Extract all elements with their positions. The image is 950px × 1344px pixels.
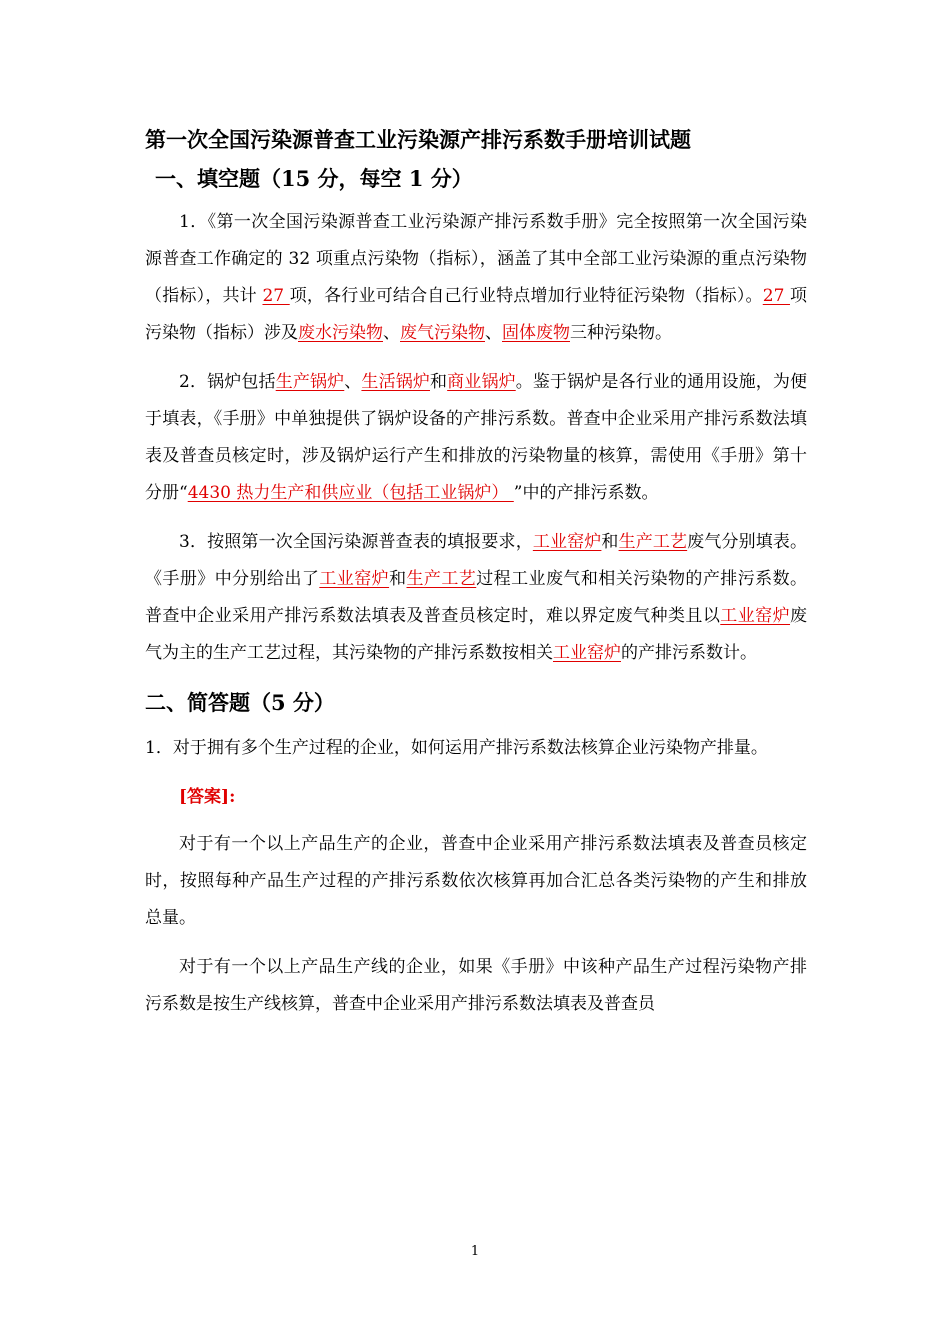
question-text: 的产排污系数计。	[621, 643, 757, 663]
question-text: 。鉴于锅炉是各行业的通用设施，为便于填表，《手册》中单独提供了锅炉设备的产排污系数。普查中企业采用产排污系数法填表及普查员核定时，涉及锅炉运行产生和排放的污染物量的核算，需使用《手册》第十分册“	[145, 372, 808, 503]
section-heading-short-answer: 二、简答题（5 分）	[145, 690, 335, 715]
answer-blank: 工业窑炉	[553, 643, 621, 663]
question-text: 、	[383, 323, 400, 343]
question-text: 和	[389, 569, 407, 589]
answer-paragraph-2: 对于有一个以上产品生产线的企业，如果《手册》中该种产品生产过程污染物产排污系数是按生产线核算，普查中企业采用产排污系数法填表及普查员	[145, 957, 807, 1014]
question-text: 项污染物（指标）涉及	[145, 286, 807, 343]
answer-paragraph-1: 对于有一个以上产品生产的企业，普查中企业采用产排污系数法填表及普查员核定时，按照每种产品生产过程的产排污系数依次核算再加合汇总各类污染物的产生和排放总量。	[145, 834, 807, 928]
document-body	[145, 120, 807, 1035]
question-text: 项，各行业可结合自己行业特点增加行业特征污染物（指标）。	[289, 286, 763, 306]
question-text: 三种污染物。	[570, 323, 672, 343]
question-text: 、	[485, 323, 502, 343]
answer-label: [答案]:	[179, 787, 236, 807]
question-text: 2．锅炉包括	[179, 372, 276, 392]
question-text: 1．《第一次全国污染源普查工业污染源产排污系数手册》完全按照第一次全国污染源普查工作确定的 32 项重点污染物（指标），涵盖了其中全部工业污染源的重点污染物（指标），共计	[145, 212, 807, 306]
question-2	[145, 364, 807, 512]
answer-blank: 工业窑炉	[532, 532, 602, 552]
answer-blank: 生活锅炉	[361, 372, 430, 392]
answer-blank: 商业锅炉	[447, 372, 516, 392]
answer-blank: 27	[762, 286, 790, 306]
answer-blank: 生产工艺	[618, 532, 688, 552]
answer-blank: 工业窑炉	[319, 569, 390, 589]
question-text: 过程工业废气和相关污染物的产排污系数。普查中企业采用产排污系数法填表及普查员核定时，难以界定废气种类且以	[145, 569, 808, 626]
section-heading-fill-in: 一、填空题（15 分，每空 1 分）	[155, 166, 473, 191]
question-3	[145, 524, 807, 672]
question-text: 和	[430, 372, 448, 392]
question-text: 3．按照第一次全国污染源普查表的填报要求，	[179, 532, 533, 552]
short-answer-question-1: 1．对于拥有多个生产过程的企业，如何运用产排污系数法核算企业污染物产排量。	[145, 738, 768, 758]
question-text: 和	[601, 532, 619, 552]
answer-blank: 废气污染物	[400, 323, 485, 343]
document-title: 第一次全国污染源普查工业污染源产排污系数手册培训试题	[145, 127, 691, 152]
answer-blank: 固体废物	[502, 323, 570, 343]
page-number: 1	[470, 1244, 480, 1259]
question-text: ”中的产排污系数。	[513, 483, 659, 503]
question-text: 废气为主的生产工艺过程，其污染物的产排污系数按相关	[145, 606, 808, 663]
question-1	[145, 204, 807, 352]
answer-blank: 生产工艺	[406, 569, 477, 589]
answer-blank: 工业窑炉	[720, 606, 791, 626]
answer-blank: 生产锅炉	[275, 372, 345, 392]
answer-blank: 27	[262, 286, 290, 306]
question-text: 废气分别填表。《手册》中分别给出了	[145, 532, 808, 589]
question-text: 、	[344, 372, 362, 392]
answer-blank: 4430 热力生产和供应业（包括工业锅炉）	[187, 483, 514, 503]
answer-blank: 废水污染物	[298, 323, 383, 343]
